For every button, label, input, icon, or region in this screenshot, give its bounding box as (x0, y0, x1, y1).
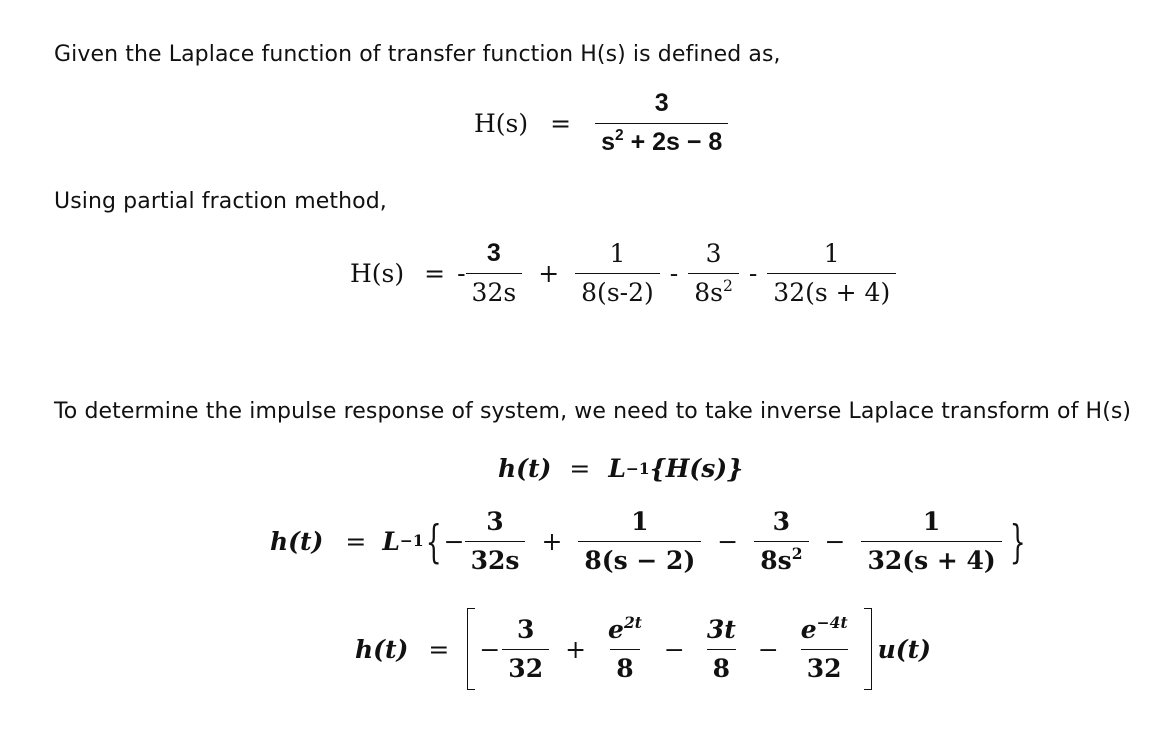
eq4-lhs: h(t) (270, 526, 324, 556)
eq5-equals: = (428, 634, 450, 664)
impulse-response-result (355, 608, 931, 690)
eq5-term4 (795, 612, 854, 683)
eq4-close-brace: } (1009, 514, 1026, 568)
eq4-op1: + (541, 526, 563, 556)
eq4-term3 (754, 508, 808, 574)
eq4-term2 (578, 508, 701, 574)
eq4-t2-num: 1 (631, 507, 649, 536)
eq2-t4-num: 1 (823, 239, 840, 268)
eq4-term1 (465, 508, 526, 574)
eq4-t2-den: 8(s − 2) (578, 541, 701, 575)
eq2-t3-den: $8s^2$ (688, 273, 739, 307)
eq2-t1-num: 3 (486, 239, 501, 267)
eq2-op1: + (538, 258, 560, 288)
eq4-t4-num: 1 (922, 507, 941, 536)
eq2-lhs: H(s) (350, 258, 405, 288)
inverse-laplace-definition: h(t) = L −1 {H(s)} (498, 454, 744, 483)
eq3-L: L (608, 454, 626, 483)
eq3-lhs: h(t) (498, 454, 552, 483)
eq4-L: L (382, 526, 400, 556)
eq4-term4 (861, 508, 1001, 574)
eq5-op2: − (663, 634, 685, 664)
eq5-t3-num: 3t (706, 615, 736, 644)
eq5-tail: u(t) (877, 634, 931, 664)
eq5-t1-num: 3 (516, 615, 535, 644)
eq5-op3: − (757, 634, 779, 664)
right-bracket (864, 608, 872, 690)
eq4-t3-den: $8s^2$ (754, 541, 808, 575)
left-bracket (467, 608, 475, 690)
eq2-op2: - (669, 258, 679, 288)
intro-text: Given the Laplace function of transfer function H(s) is defined as, (54, 42, 781, 67)
eq2-t1-sign: - (457, 258, 466, 288)
eq4-t1-den: 32s (465, 541, 526, 575)
eq5-term3 (701, 616, 742, 682)
eq5-t4-num: $e^{-4t}$ (800, 612, 848, 644)
eq5-op1: + (565, 634, 587, 664)
eq2-equals: = (424, 258, 446, 288)
impulse-response-text: To determine the impulse response of system, we need to take inverse Laplace transform of H(s) (54, 399, 1132, 424)
eq2-op3: - (748, 258, 758, 288)
eq4-op2: − (717, 526, 739, 556)
eq2-t2-num: 1 (609, 239, 626, 268)
eq5-term1 (502, 616, 549, 682)
eq4-t1-sign: − (443, 526, 465, 556)
eq2-t3-num: 3 (705, 239, 722, 268)
eq1-denominator: $s^2 + 2s - 8$ (595, 123, 728, 157)
eq5-lhs: h(t) (355, 634, 409, 664)
eq3-arg: {H(s)} (649, 454, 744, 483)
eq1-lhs: H(s) (474, 108, 529, 138)
eq5-term2 (602, 612, 648, 683)
eq2-t2-den: 8(s-2) (575, 273, 660, 307)
eq5-t3-den: 8 (707, 649, 736, 683)
eq4-t3-num: 3 (772, 507, 791, 536)
eq5-t2-num: $e^{2t}$ (608, 612, 642, 644)
transfer-function-equation (474, 90, 734, 156)
eq2-t1-den: 32s (466, 273, 523, 307)
eq1-equals: = (550, 108, 572, 138)
eq4-t4-den: 32(s + 4) (861, 541, 1001, 575)
eq2-term4 (767, 240, 896, 306)
eq4-equals: = (345, 526, 367, 556)
eq2-term3 (688, 240, 739, 306)
partial-fraction-equation (350, 240, 902, 306)
eq2-term2 (575, 240, 660, 306)
eq3-equals: = (569, 454, 591, 483)
eq5-t2-den: 8 (610, 649, 639, 683)
eq4-op3: − (824, 526, 846, 556)
eq4-open-brace: { (425, 514, 442, 568)
eq5-t1-sign: − (479, 634, 501, 664)
eq5-t4-den: 32 (801, 649, 848, 683)
eq5-t1-den: 32 (502, 649, 549, 683)
eq1-fraction (595, 90, 728, 156)
eq4-t1-num: 3 (486, 507, 504, 536)
eq2-t4-den: 32(s + 4) (767, 273, 896, 307)
partial-fraction-text: Using partial fraction method, (54, 189, 387, 214)
eq1-numerator: 3 (654, 89, 669, 117)
eq2-term1 (466, 240, 523, 306)
inverse-laplace-expanded: h(t) = L −1 { − $\frac{3}{32s}$ + $\frac{1}{8(s - 2)}$ − $\frac{3}{8s^2}$ − $\frac{1}{32(s + 4)}$ } (270, 507, 1026, 575)
